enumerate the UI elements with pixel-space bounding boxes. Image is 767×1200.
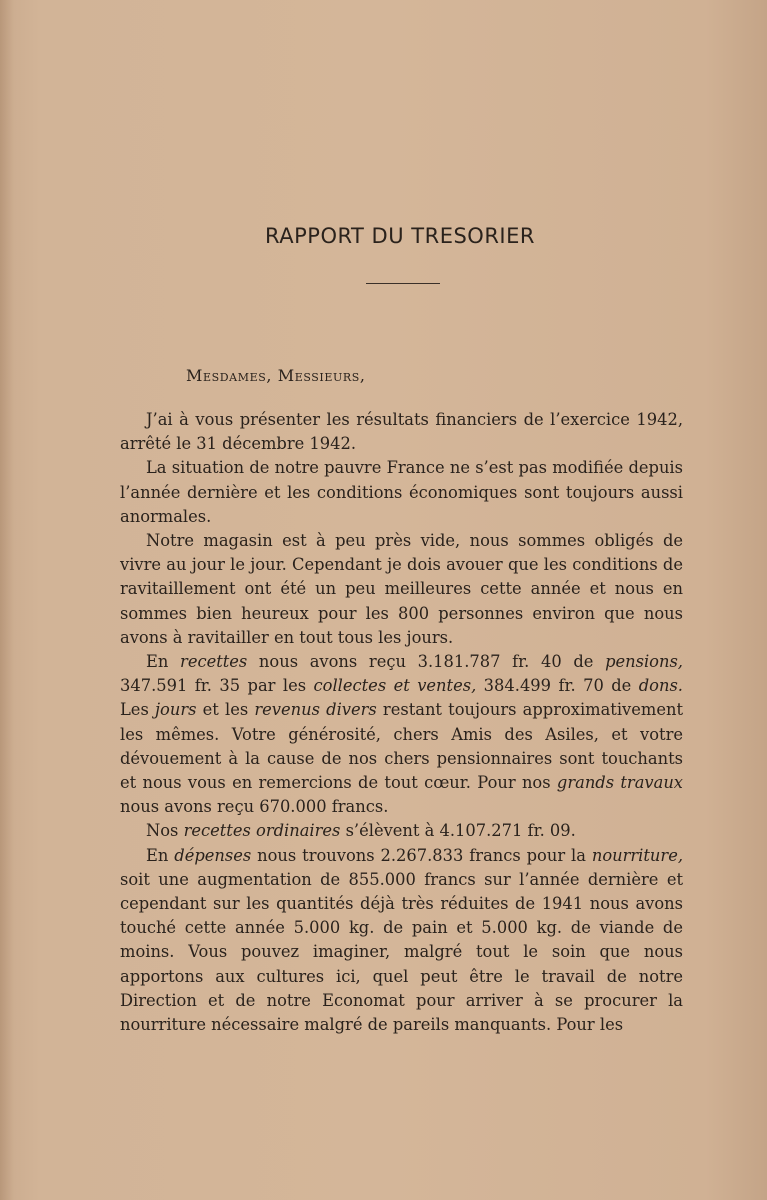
italic-run: recettes ordinaires [183,821,341,841]
italic-run: dons. [638,676,683,696]
paragraph-3: Notre magasin est à peu près vide, nous sommes obligés de vivre au jour le jour. Cependant je dois avouer que les conditions de ravitaillement ont été un peu meilleures cette année et nous en sommes bien heureux pour les 800 personnes environ que nous avons à ravitailler en tout tous les jours. [120,531,683,647]
paragraph-2: La situation de notre pauvre France ne s’est pas modifiée depuis l’année dernière et les conditions économiques sont toujours aussi anormales. [120,458,683,526]
text-run: nous avons reçu 670.000 francs. [120,797,389,817]
text-run: Nos [146,821,184,841]
paragraph-4 [120,650,683,819]
text-run: Les [120,700,155,720]
text-run: nous avons reçu 3.181.787 fr. 40 de [247,652,606,672]
text-run: En [146,845,175,865]
text-run: En [146,652,181,672]
italic-run: recettes [180,652,248,672]
italic-run: jours [154,700,197,720]
paragraph-6 [120,844,683,1038]
paragraph-5 [120,819,683,843]
italic-run: nourriture, [591,845,684,865]
salutation [186,366,366,385]
text-run: restant toujours approximativement les mêmes. Votre générosité, chers Amis des Asiles, et votre dévouement à la cause de nos chers pensionnaires sont touchants et nous vous en remercions de tout cœur. Pour nos [120,700,683,793]
text-run: nous trouvons 2.267.833 francs pour la [251,845,592,865]
title-divider [366,283,440,284]
page-title: RAPPORT DU TRESORIER [265,224,535,248]
text-run: 384.499 fr. 70 de [476,676,639,696]
body-text [120,408,683,1037]
paragraph-1: J’ai à vous présenter les résultats financiers de l’exercice 1942, arrêté le 31 décembre 1942. [120,410,683,454]
salutation-text: Mesdames, Messieurs, [186,366,366,385]
italic-run: pensions, [605,652,683,672]
italic-run: dépenses [174,845,252,865]
text-run: soit une augmentation de 855.000 francs sur l’année dernière et cependant sur les quantités déjà très réduites de 1941 nous avons touché cette année 5.000 kg. de pain et 5.000 kg. de viande de moins. Vous pouvez imaginer, malgré tout le soin que nous apportons aux cultures ici, quel peut être le travail de notre Direction et de notre Economat pour arriver à se procurer la nourriture nécessaire malgré de pareils manquants. Pour les [120,869,683,1035]
text-run: 347.591 fr. 35 par les [120,676,314,696]
italic-run: grands travaux [556,773,683,793]
text-run: s’élèvent à 4.107.271 fr. 09. [340,821,576,841]
text-run: et les [196,700,255,720]
italic-run: revenus divers [254,700,377,720]
italic-run: collectes et ventes, [313,676,477,696]
